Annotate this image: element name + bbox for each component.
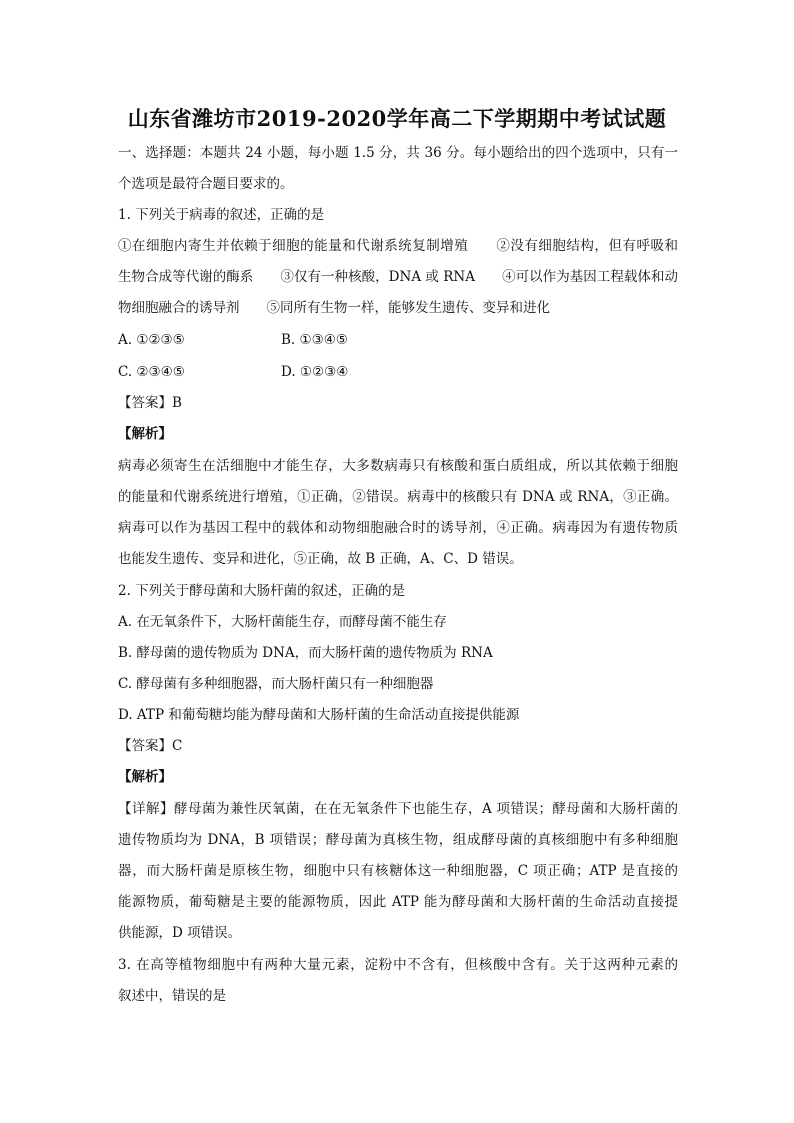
question-2-answer: 【答案】C [118,738,183,754]
question-1-analysis-line-4: 也能发生遗传、变异和进化，⑤正确，故 B 正确，A、C、D 错误。 [118,551,523,567]
question-1-options-row-1 [118,330,678,350]
question-1-analysis-line-1: 病毒必须寄生在活细胞中才能生存，大多数病毒只有核酸和蛋白质组成，所以其依赖于细胞 [118,458,678,474]
section-instructions-line-1: 一、选择题：本题共 24 小题，每小题 1.5 分，共 36 分。每小题给出的四个选项中，只有一 [118,145,678,161]
question-1-items-line-3: 物细胞融合的诱导剂 ⑤同所有生物一样，能够发生遗传、变异和进化 [118,300,550,316]
question-1-option-c: C. ②③④⑤ [118,364,185,380]
question-1-items-line-1: ①在细胞内寄生并依赖于细胞的能量和代谢系统复制增殖 ②没有细胞结构，但有呼吸和 [118,238,678,254]
question-2-option-b: B. 酵母菌的遗传物质为 DNA，而大肠杆菌的遗传物质为 RNA [118,645,493,661]
question-2-analysis-line-1: 【详解】酵母菌为兼性厌氧菌，在在无氧条件下也能生存，A 项错误；酵母菌和大肠杆菌的 [118,801,678,817]
question-1-answer: 【答案】B [118,395,182,411]
question-2-analysis-heading: 【解析】 [118,769,172,785]
question-1-analysis-line-2: 的能量和代谢系统进行增殖，①正确，②错误。病毒中的核酸只有 DNA 或 RNA，③正确。 [118,489,678,505]
question-2-option-c: C. 酵母菌有多种细胞器，而大肠杆菌只有一种细胞器 [118,676,434,692]
question-1-analysis-heading: 【解析】 [118,426,172,442]
question-1-option-a: A. ①②③⑤ [118,332,185,348]
question-1-option-b: B. ①③④⑤ [281,332,348,348]
question-1-stem: 1. 下列关于病毒的叙述，正确的是 [118,207,325,223]
question-3-stem-line-2: 叙述中，错误的是 [118,988,226,1004]
question-2-option-a: A. 在无氧条件下，大肠杆菌能生存，而酵母菌不能生存 [118,614,447,630]
question-2-analysis-line-5: 供能源，D 项错误。 [118,925,242,941]
question-2-option-d: D. ATP 和葡萄糖均能为酵母菌和大肠杆菌的生命活动直接提供能源 [118,707,520,723]
page-title: 山东省潍坊市2019-2020学年高二下学期期中考试试题 [127,106,667,131]
question-2-analysis-line-3: 器，而大肠杆菌是原核生物，细胞中只有核糖体这一种细胞器，C 项正确；ATP 是直接的 [118,863,678,879]
section-instructions-line-2: 个选项是最符合题目要求的。 [118,176,294,192]
question-1-analysis-line-3: 病毒可以作为基因工程中的载体和动物细胞融合时的诱导剂，④正确。病毒因为有遗传物质 [118,520,678,536]
question-1-items-line-2: 生物合成等代谢的酶系 ③仅有一种核酸，DNA 或 RNA ④可以作为基因工程载体和动 [118,269,678,285]
question-3-stem-line-1: 3. 在高等植物细胞中有两种大量元素，淀粉中不含有，但核酸中含有。关于这两种元素的 [118,957,678,973]
question-1-option-d: D. ①②③④ [281,364,349,380]
question-2-analysis-line-2: 遗传物质均为 DNA，B 项错误；酵母菌为真核生物，组成酵母菌的真核细胞中有多种细胞 [118,832,678,848]
question-1-options-row-2 [118,362,678,382]
question-2-stem: 2. 下列关于酵母菌和大肠杆菌的叙述，正确的是 [118,583,406,599]
question-2-analysis-line-4: 能源物质，葡萄糖是主要的能源物质，因此 ATP 能为酵母菌和大肠杆菌的生命活动直接提 [118,894,678,910]
